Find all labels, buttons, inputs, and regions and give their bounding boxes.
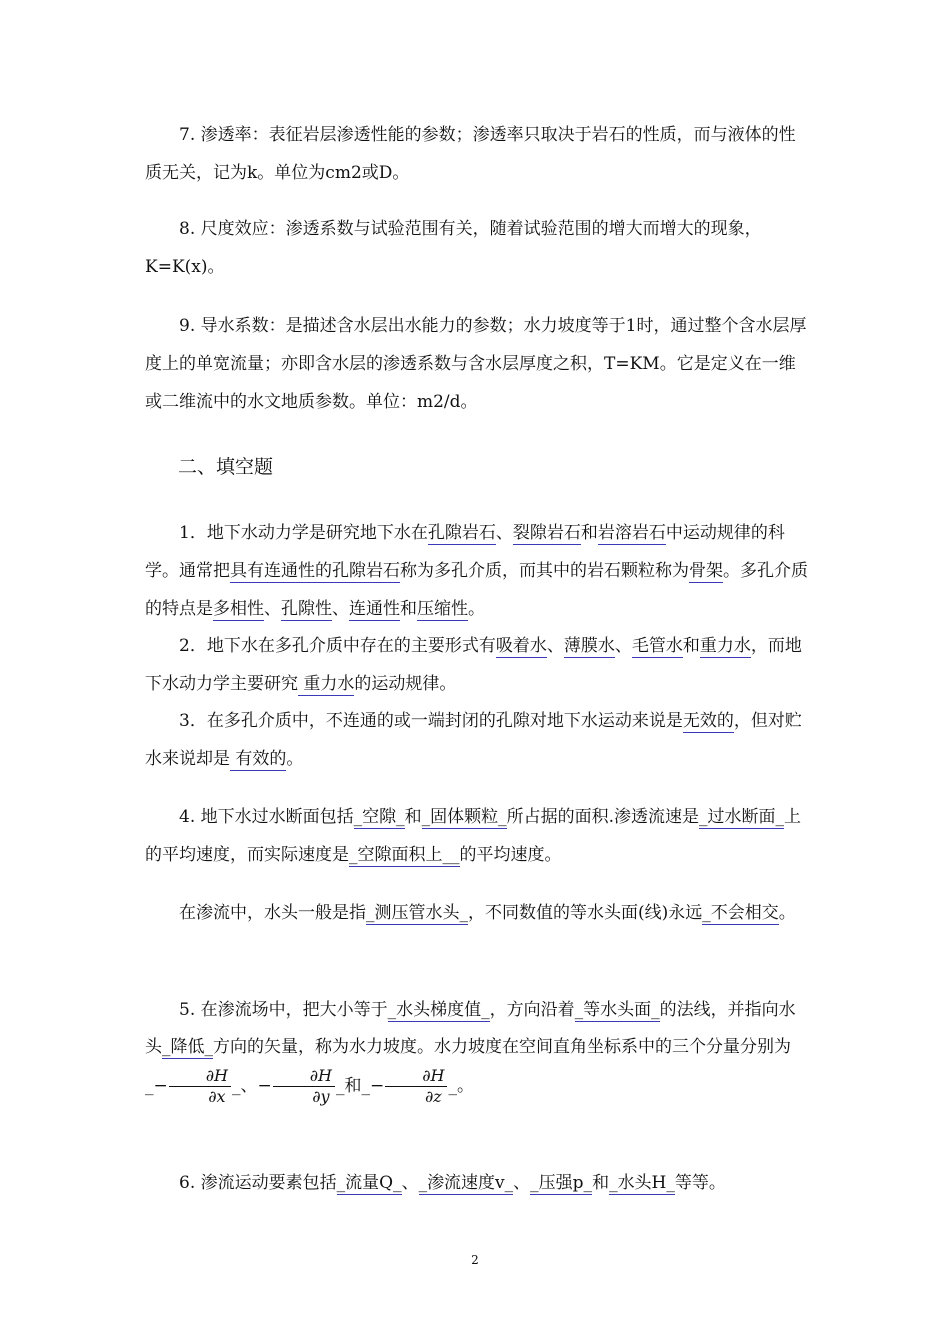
answer-blank: 吸着水 [495,636,547,656]
answer-blank: 重力水 [298,674,355,694]
answer-blank: _降低_ [162,1037,213,1057]
answer-blank: 具有连通性的孔隙岩石 [230,561,400,581]
answer-blank: _水头梯度值_ [387,1000,490,1020]
answer-blank: 岩溶岩石 [597,523,666,543]
answer-blank: _过水断面_ [699,807,785,827]
question-5: 5. 在渗流场中，把大小等于_水头梯度值_，方向沿着_等水头面_的法线，并指向水头_降低_方向的矢量，称为水力坡度。水力坡度在空间直角坐标系中的三个分量分别为_− $\frac{\partial H}{\partial x}$ _、− $\frac{\partial H}{\partial y}$ _和_− $\frac{\partial H}{\partial z}$ _。 [145,1000,796,1106]
definition-7: 7. 渗透率：表征岩层渗透性能的参数；渗透率只取决于岩石的性质，而与液体的性质无关，记为k。单位为cm2或D。 [145,125,796,183]
formula-dhdz: − $\frac{\partial H}{\partial z}$ [370,1076,448,1096]
answer-blank: _水头H_ [609,1173,675,1193]
answer-blank: 连通性 [349,599,400,619]
answer-blank: 压缩性 [417,599,468,619]
question-6: 6. 渗流运动要素包括_流量Q_、_渗流速度v_、_压强p_和_水头H_等等。 [179,1173,726,1193]
question-head: 在渗流中，水头一般是指_测压管水头_，不同数值的等水头面(线)永远_不会相交。 [179,903,796,923]
page-number: 2 [471,1253,479,1267]
question-1: 1．地下水动力学是研究地下水在孔隙岩石、裂隙岩石和岩溶岩石中运动规律的科学。通常把具有连通性的孔隙岩石称为多孔介质，而其中的岩石颗粒称为骨架。多孔介质的特点是多相性、孔隙性、连通性和压缩性。 [145,523,808,619]
formula-dhdx: − $\frac{\partial H}{\partial x}$ [154,1076,232,1096]
answer-blank: 裂隙岩石 [512,523,581,543]
question-4: 4. 地下水过水断面包括_空隙_和_固体颗粒_所占据的面积.渗透流速是_过水断面_上的平均速度，而实际速度是_空隙面积上__的平均速度。 [145,807,802,865]
question-3: 3．在多孔介质中，不连通的或一端封闭的孔隙对地下水运动来说是无效的，但对贮水来说却是 有效的。 [145,711,802,769]
definition-8: 8. 尺度效应：渗透系数与试验范围有关，随着试验范围的增大而增大的现象，K=K(x)。 [145,219,762,277]
formula-dhdy: − $\frac{\partial H}{\partial y}$ [257,1076,335,1096]
answer-blank: _流量Q_ [336,1173,402,1193]
answer-blank: 孔隙性 [281,599,332,619]
answer-blank: 薄膜水 [563,636,615,656]
answer-blank: 有效的 [230,749,287,769]
section-title: 二、填空题 [178,456,274,478]
answer-blank: _空隙面积上__ [349,845,460,865]
answer-blank: 毛管水 [631,636,683,656]
answer-blank: _固体颗粒_ [421,807,507,827]
answer-blank: _测压管水头_ [366,903,468,923]
definition-9: 9. 导水系数：是描述含水层出水能力的参数；水力坡度等于1时，通过整个含水层厚度上的单宽流量；亦即含水层的渗透系数与含水层厚度之积，T=KM。它是定义在一维或二维流中的水文地质参数。单位：m2/d。 [145,316,807,412]
answer-blank: 重力水 [699,636,751,656]
answer-blank: _等水头面_ [574,1000,660,1020]
answer-blank: 无效的 [682,711,734,731]
answer-blank: 多相性 [213,599,264,619]
answer-blank: _压强p_ [530,1173,593,1193]
answer-blank: _空隙_ [353,807,405,827]
answer-blank: 孔隙岩石 [427,523,496,543]
answer-blank: _渗流速度v_ [418,1173,514,1193]
answer-blank: 骨架 [689,561,723,581]
question-2: 2．地下水在多孔介质中存在的主要形式有吸着水、薄膜水、毛管水和重力水，而地下水动力学主要研究 重力水的运动规律。 [145,636,802,694]
answer-blank: _不会相交 [702,903,779,923]
